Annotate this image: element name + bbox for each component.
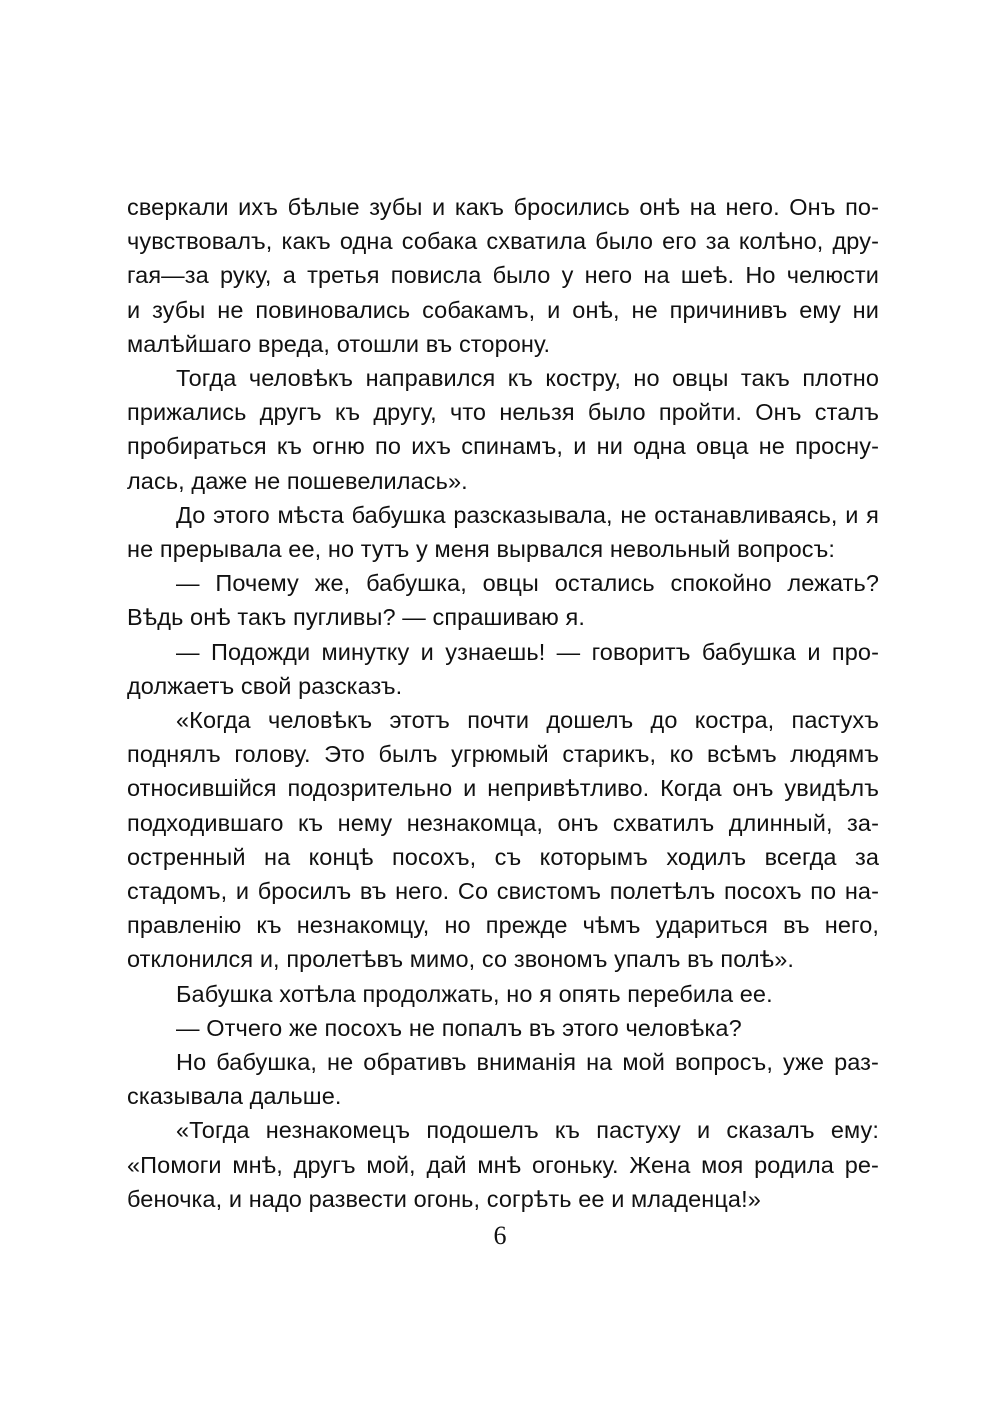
text-line: сверкали ихъ бѣлые зубы и какъ бросились онѣ на него. Онъ по- bbox=[127, 194, 879, 220]
text-line: правленію къ незнакомцу, но прежде чѣмъ удариться въ него, bbox=[127, 912, 879, 939]
text-line: поднялъ голову. Это былъ угрюмый старикъ, ко всѣмъ людямъ bbox=[127, 741, 879, 768]
text-line: гая—за руку, а третья повисла было у него на шеѣ. Но челюсти bbox=[127, 262, 879, 289]
text-line: — Подожди минутку и узнаешь! — говоритъ бабушка и про- bbox=[176, 638, 879, 665]
text-line: малѣйшаго вреда, отошли въ сторону. bbox=[127, 330, 551, 357]
text-line: До этого мѣста бабушка разсказывала, не останавливаясь, и я bbox=[176, 501, 879, 528]
page-body bbox=[127, 190, 879, 1216]
text-line: «Тогда незнакомецъ подошелъ къ пастуху и сказалъ ему: bbox=[176, 1117, 879, 1144]
text-line: не прерывала ее, но тутъ у меня вырвался невольный вопросъ: bbox=[127, 536, 836, 563]
page-number: 6 bbox=[493, 1221, 507, 1250]
text-line: сказывала дальше. bbox=[127, 1083, 342, 1110]
text-line: стадомъ, и бросилъ въ него. Со свистомъ полетѣлъ посохъ по на- bbox=[127, 878, 879, 905]
text-line: чувствовалъ, какъ одна собака схватила было его за колѣно, дру- bbox=[127, 228, 879, 255]
text-line: лась, даже не пошевелилась». bbox=[127, 467, 468, 494]
text-line: относившійся подозрительно и непривѣтливо. Когда онъ увидѣлъ bbox=[127, 775, 879, 802]
text-line: остренный на концѣ посохъ, съ которымъ ходилъ всегда за bbox=[127, 843, 879, 870]
text-line: подходившаго къ нему незнакомца, онъ схватилъ длинный, за- bbox=[127, 809, 879, 836]
text-line: Тогда человѣкъ направился къ костру, но овцы такъ плотно bbox=[176, 365, 879, 392]
text-line: Но бабушка, не обративъ вниманія на мой вопросъ, уже раз- bbox=[176, 1049, 879, 1076]
text-line: «Когда человѣкъ этотъ почти дошелъ до костра, пастухъ bbox=[176, 707, 879, 734]
text-line: и зубы не повиновались собакамъ, и онѣ, не причинивъ ему ни bbox=[127, 296, 879, 323]
text-line: отклонился и, пролетѣвъ мимо, со звономъ упалъ въ полѣ». bbox=[127, 946, 794, 973]
text-line: — Отчего же посохъ не попалъ въ этого человѣка? bbox=[176, 1014, 742, 1041]
text-line: прижались другъ къ другу, что нельзя было пройти. Онъ сталъ bbox=[127, 399, 879, 426]
text-line: Вѣдь онѣ такъ пугливы? — спрашиваю я. bbox=[127, 604, 585, 631]
text-line: беночка, и надо развести огонь, согрѣть ее и младенца!» bbox=[127, 1185, 761, 1212]
text-line: пробираться къ огню по ихъ спинамъ, и ни одна овца не просну- bbox=[127, 433, 879, 460]
text-line: «Помоги мнѣ, другъ мой, дай мнѣ огоньку. Жена моя родила ре- bbox=[127, 1151, 879, 1178]
text-line: — Почему же, бабушка, овцы остались спокойно лежать? bbox=[176, 570, 879, 597]
text-line: должаетъ свой разсказъ. bbox=[127, 672, 403, 699]
text-line: Бабушка хотѣла продолжать, но я опять перебила ее. bbox=[176, 980, 773, 1007]
